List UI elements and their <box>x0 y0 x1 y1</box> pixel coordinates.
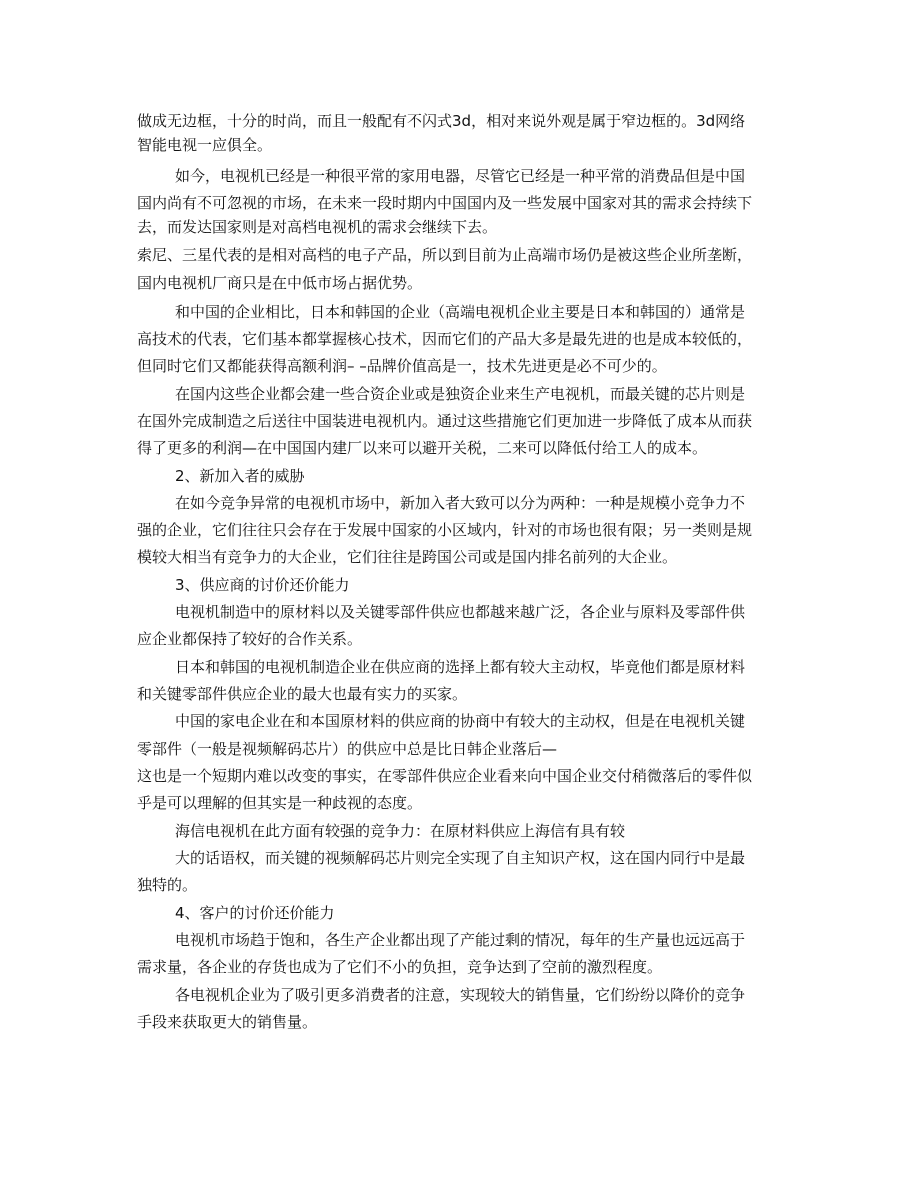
text-line: 但同时它们又都能获得高额利润– –品牌价值高是一，技术先进更是必不可少的。 <box>137 357 667 375</box>
text-line: 应企业都保持了较好的合作关系。 <box>137 630 363 648</box>
text-line: 大的话语权，而关键的视频解码芯片则完全实现了自主知识产权，这在国内同行中是最 <box>175 849 746 867</box>
text-line: 高技术的代表，它们基本都掌握核心技术，因而它们的产品大多是最先进的也是成本较低的， <box>137 330 753 348</box>
text-line: 去，而发达国家则是对高档电视机的需求会继续下去。 <box>137 218 498 236</box>
text-line: 中国的家电企业在和本国原材料的供应商的协商中有较大的主动权，但是在电视机关键 <box>175 712 746 730</box>
section-heading: 3、供应商的讨价还价能力 <box>175 576 350 594</box>
text-line: 和中国的企业相比，日本和韩国的企业（高端电视机企业主要是日本和韩国的）通常是 <box>175 303 746 321</box>
text-line: 如今，电视机已经是一种很平常的家用电器，尽管它已经是一种平常的消费品但是中国 <box>175 167 746 185</box>
text-line: 手段来获取更大的销售量。 <box>137 1013 318 1031</box>
text-line: 电视机市场趋于饱和，各生产企业都出现了产能过剩的情况，每年的生产量也远远高于 <box>175 931 746 949</box>
text-line: 在如今竞争异常的电视机市场中，新加入者大致可以分为两种：一种是规模小竞争力不 <box>175 494 746 512</box>
text-line: 乎是可以理解的但其实是一种歧视的态度。 <box>137 794 423 812</box>
section-heading: 2、新加入者的威胁 <box>175 467 305 485</box>
text-line: 日本和韩国的电视机制造企业在供应商的选择上都有较大主动权，毕竟他们都是原材料 <box>175 658 746 676</box>
text-line: 海信电视机在此方面有较强的竞争力：在原材料供应上海信有具有较 <box>175 822 626 840</box>
text-line: 得了更多的利润—在中国国内建厂以来可以避开关税，二来可以降低付给工人的成本。 <box>137 439 708 457</box>
text-line: 独特的。 <box>137 876 198 894</box>
text-line: 各电视机企业为了吸引更多消费者的注意，实现较大的销售量，它们纷纷以降价的竞争 <box>175 986 746 1004</box>
text-line: 模较大相当有竞争力的大企业，它们往往是跨国公司或是国内排名前列的大企业。 <box>137 548 678 566</box>
text-line: 电视机制造中的原材料以及关键零部件供应也都越来越广泛，各企业与原料及零部件供 <box>175 603 746 621</box>
text-line: 零部件（一般是视频解码芯片）的供应中总是比日韩企业落后— <box>137 740 558 758</box>
text-line: 国内尚有不可忽视的市场，在未来一段时期内中国国内及一些发展中国家对其的需求会持续下 <box>137 194 753 212</box>
text-line: 国内电视机厂商只是在中低市场占据优势。 <box>137 274 423 292</box>
text-line: 智能电视一应俱全。 <box>137 136 273 154</box>
text-line: 这也是一个短期内难以改变的事实，在零部件供应企业看来向中国企业交付稍微落后的零件似 <box>137 767 753 785</box>
section-heading: 4、客户的讨价还价能力 <box>175 904 335 922</box>
text-line: 做成无边框，十分的时尚，而且一般配有不闪式3d，相对来说外观是属于窄边框的。3d网络 <box>137 112 746 130</box>
text-line: 索尼、三星代表的是相对高档的电子产品，所以到目前为止高端市场仍是被这些企业所垄断， <box>137 246 753 264</box>
text-line: 强的企业，它们往往只会存在于发展中国家的小区域内，针对的市场也很有限；另一类则是规 <box>137 521 753 539</box>
text-line: 需求量，各企业的存货也成为了它们不小的负担，竞争达到了空前的激烈程度。 <box>137 958 663 976</box>
text-line: 在国内这些企业都会建一些合资企业或是独资企业来生产电视机，而最关键的芯片则是 <box>175 385 746 403</box>
text-line: 和关键零部件供应企业的最大也最有实力的买家。 <box>137 685 468 703</box>
text-line: 在国外完成制造之后送往中国装进电视机内。通过这些措施它们更加进一步降低了成本从而获 <box>137 412 753 430</box>
